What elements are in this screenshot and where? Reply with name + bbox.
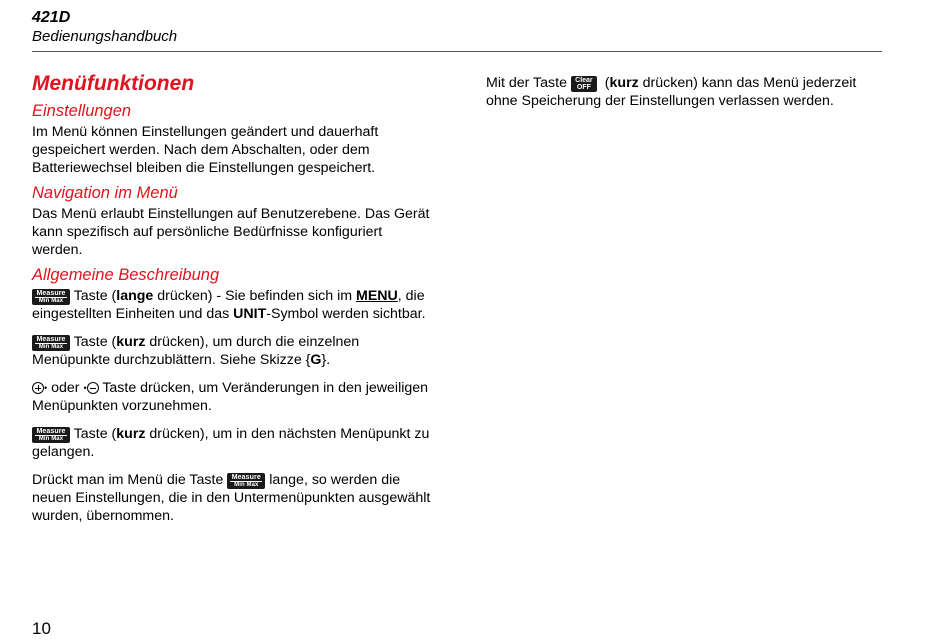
page-title: Menüfunktionen <box>32 72 195 95</box>
header-divider <box>32 51 882 52</box>
right-column <box>486 74 886 120</box>
paragraph-next-item: Measure Min Max Taste (kurz drücken), um in den nächsten Menüpunkt zu gelangen. <box>32 426 430 460</box>
paragraph-plus-minus: • oder • Taste drücken, um Veränderungen in den jeweiligen Menüpunkten vorzunehmen. <box>32 380 429 414</box>
plus-icon <box>32 382 44 394</box>
minus-icon <box>87 382 99 394</box>
left-column <box>32 71 432 535</box>
model-name: 421D <box>32 9 71 26</box>
measure-key-icon: Measure Min Max <box>32 335 70 351</box>
manual-subtitle: Bedienungshandbuch <box>32 28 178 45</box>
measure-key-icon: Measure Min Max <box>227 473 265 489</box>
heading-allgemein: Allgemeine Beschreibung <box>32 266 220 284</box>
paragraph-clear-exit: Mit der Taste Clear OFF (kurz drücken) kann das Menü jederzeit ohne Speicherung der Einstellungen verlassen werden. <box>486 75 857 109</box>
heading-einstellungen: Einstellungen <box>32 102 132 120</box>
measure-key-icon: Measure Min Max <box>32 427 70 443</box>
page-header <box>32 8 177 46</box>
paragraph-menu-long-press: Measure Min Max Taste (lange drücken) - Sie befinden sich im MENU, die eingestellten Einheiten und das UNIT-Symbol werden sichtbar. <box>32 288 426 322</box>
clear-off-key-icon: Clear OFF <box>571 76 597 92</box>
paragraph-save-settings: Drückt man im Menü die Taste Measure Min Max lange, so werden die neuen Einstellungen, die in den Untermenüpunkten ausgewählt wurden, übernommen. <box>32 472 431 524</box>
measure-key-icon: Measure Min Max <box>32 289 70 305</box>
page-number: 10 <box>32 619 51 638</box>
paragraph-scroll-items: Measure Min Max Taste (kurz drücken), um durch die einzelnen Menüpunkte durchzublättern. Siehe Skizze {G}. <box>32 334 360 368</box>
text-einstellungen: Im Menü können Einstellungen geändert und dauerhaft gespeichert werden. Nach dem Abschalten, oder dem Batteriewechsel bleiben die Einstellungen gespeichert. <box>32 124 379 176</box>
heading-navigation: Navigation im Menü <box>32 184 178 202</box>
text-navigation: Das Menü erlaubt Einstellungen auf Benutzerebene. Das Gerät kann spezifisch auf persönliche Bedürfnisse konfiguriert werden. <box>32 206 430 258</box>
